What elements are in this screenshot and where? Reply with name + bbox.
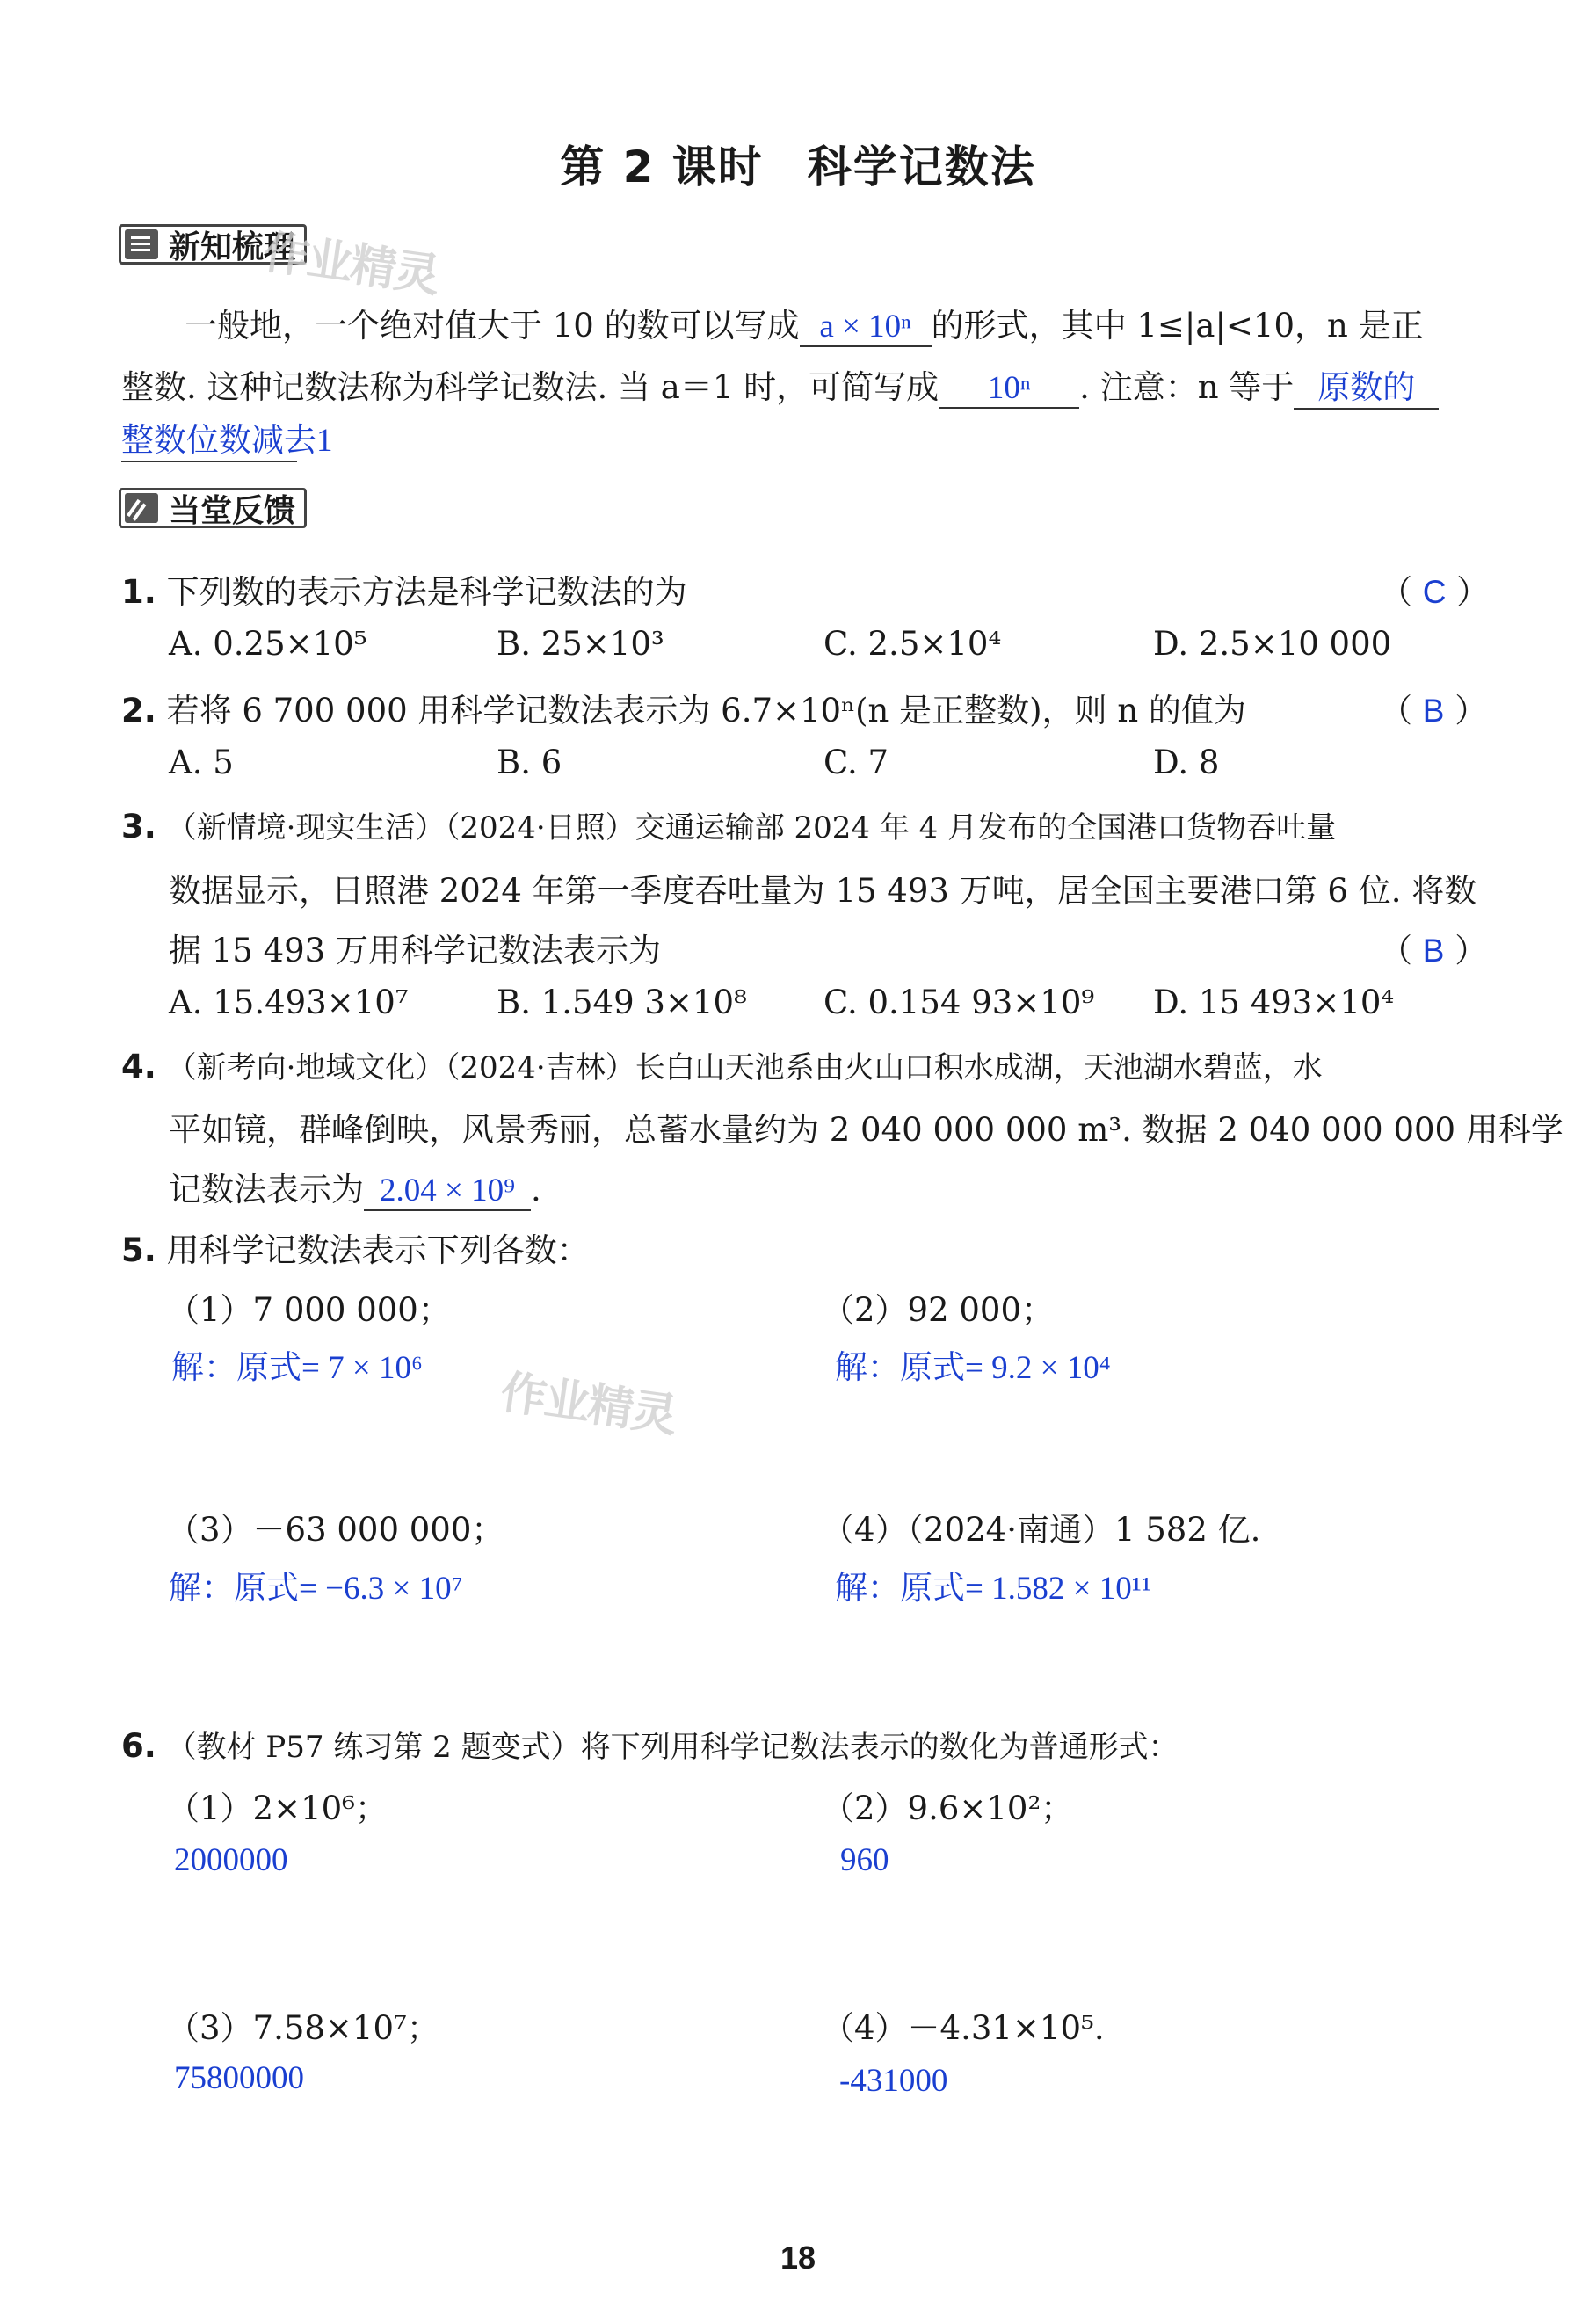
q3-line-2: 数据显示，日照港 2024 年第一季度吞吐量为 15 493 万吨，居全国主要港口第 6 位. 将数 [169, 872, 1477, 910]
q2-answer: （ B ） [1380, 692, 1488, 730]
question-2: 2. 若将 6 700 000 用科学记数法表示为 6.7×10ⁿ(n 是正整数)，则 n 的值为 [121, 692, 1246, 730]
q6-item-1: （1）2×10⁶； [167, 1789, 388, 1827]
q3-option-a: A. 15.493×10⁷ [169, 984, 409, 1021]
q3-answer: （ B ） [1380, 932, 1488, 969]
q6-answer-4: -431000 [839, 2063, 948, 2099]
q4-line-3: 记数法表示为 2.04 × 10⁹ . [169, 1163, 541, 1211]
q5-answer-1: 解：原式= 7 × 10⁶ [171, 1350, 423, 1386]
q5-answer-2: 解：原式= 9.2 × 10⁴ [835, 1350, 1111, 1386]
intro-line-1: 一般地，一个绝对值大于 10 的数可以写成 a × 10ⁿ 的形式，其中 1≤|a|<10，n 是正 [185, 299, 1424, 347]
q6-item-4: （4）－4.31×10⁵. [822, 2009, 1105, 2047]
page-number: 18 [780, 2240, 816, 2276]
q5-item-1: （1）7 000 000； [167, 1291, 451, 1329]
intro-line-3 [121, 413, 333, 462]
q2-option-d: D. 8 [1153, 744, 1220, 781]
q6-item-3: （3）7.58×10⁷； [167, 2009, 439, 2047]
q1-option-d: D. 2.5×10 000 [1153, 625, 1392, 663]
q3-option-d: D. 15 493×10⁴ [1153, 984, 1395, 1021]
q4-answer: 2.04 × 10⁹ [379, 1172, 516, 1209]
q2-option-b: B. 6 [497, 744, 562, 781]
q1-option-a: A. 0.25×10⁵ [169, 625, 367, 663]
lesson-number: 第 2 课时 [560, 142, 764, 192]
answer-blank-2: 10ⁿ [987, 370, 1031, 406]
q5-item-4: （4）（2024·南通）1 582 亿. [822, 1511, 1261, 1549]
question-4: 4. （新考向·地域文化）（2024·吉林）长白山天池系由火山口积水成湖，天池湖水碧蓝，水 [121, 1048, 1323, 1085]
answer-blank-1: a × 10ⁿ [819, 309, 911, 345]
book-icon [125, 229, 158, 259]
question-1: 1. 下列数的表示方法是科学记数法的为 [121, 573, 687, 611]
q1-answer: （ C ） [1380, 573, 1490, 611]
q6-answer-3: 75800000 [174, 2060, 304, 2096]
q6-item-2: （2）9.6×10²； [822, 1789, 1074, 1827]
lesson-title: 科学记数法 [807, 142, 1036, 192]
section-new-knowledge: 新知梳理 [119, 224, 307, 265]
page-title [0, 132, 1596, 195]
q4-line-2: 平如镜，群峰倒映，风景秀丽，总蓄水量约为 2 040 000 000 m³. 数据 2 040 000 000 用科学 [169, 1111, 1563, 1149]
q3-line-3: 据 15 493 万用科学记数法表示为 [169, 932, 661, 969]
question-6: 6. （教材 P57 练习第 2 题变式）将下列用科学记数法表示的数化为普通形式： [121, 1727, 1179, 1765]
answer-blank-3b: 整数位数减去1 [121, 423, 333, 459]
section-feedback: 当堂反馈 [119, 488, 307, 528]
q1-option-b: B. 25×10³ [497, 625, 664, 663]
q6-answer-1: 2000000 [174, 1842, 288, 1878]
question-5: 5. 用科学记数法表示下列各数： [121, 1231, 590, 1269]
q1-option-c: C. 2.5×10⁴ [823, 625, 1002, 663]
q5-answer-3: 解：原式= −6.3 × 10⁷ [169, 1571, 463, 1607]
q5-item-2: （2）92 000； [822, 1291, 1055, 1329]
pen-icon [125, 493, 158, 523]
watermark-2: 作业精灵 [497, 1366, 679, 1443]
question-3: 3. （新情境·现实生活）（2024·日照）交通运输部 2024 年 4 月发布的全国港口货物吞吐量 [121, 808, 1337, 846]
q2-option-a: A. 5 [169, 744, 234, 781]
intro-line-2: 整数. 这种记数法称为科学记数法. 当 a＝1 时，可简写成 10ⁿ . 注意：n 等于 原数的 [121, 360, 1439, 410]
q5-item-3: （3）－63 000 000； [167, 1511, 504, 1549]
watermark: 作业精灵 [260, 226, 442, 303]
answer-blank-3a: 原数的 [1317, 370, 1416, 406]
q5-answer-4: 解：原式= 1.582 × 10¹¹ [835, 1571, 1151, 1607]
q6-answer-2: 960 [840, 1842, 889, 1878]
q3-option-b: B. 1.549 3×10⁸ [497, 984, 747, 1021]
q3-option-c: C. 0.154 93×10⁹ [823, 984, 1095, 1021]
q2-option-c: C. 7 [823, 744, 889, 781]
